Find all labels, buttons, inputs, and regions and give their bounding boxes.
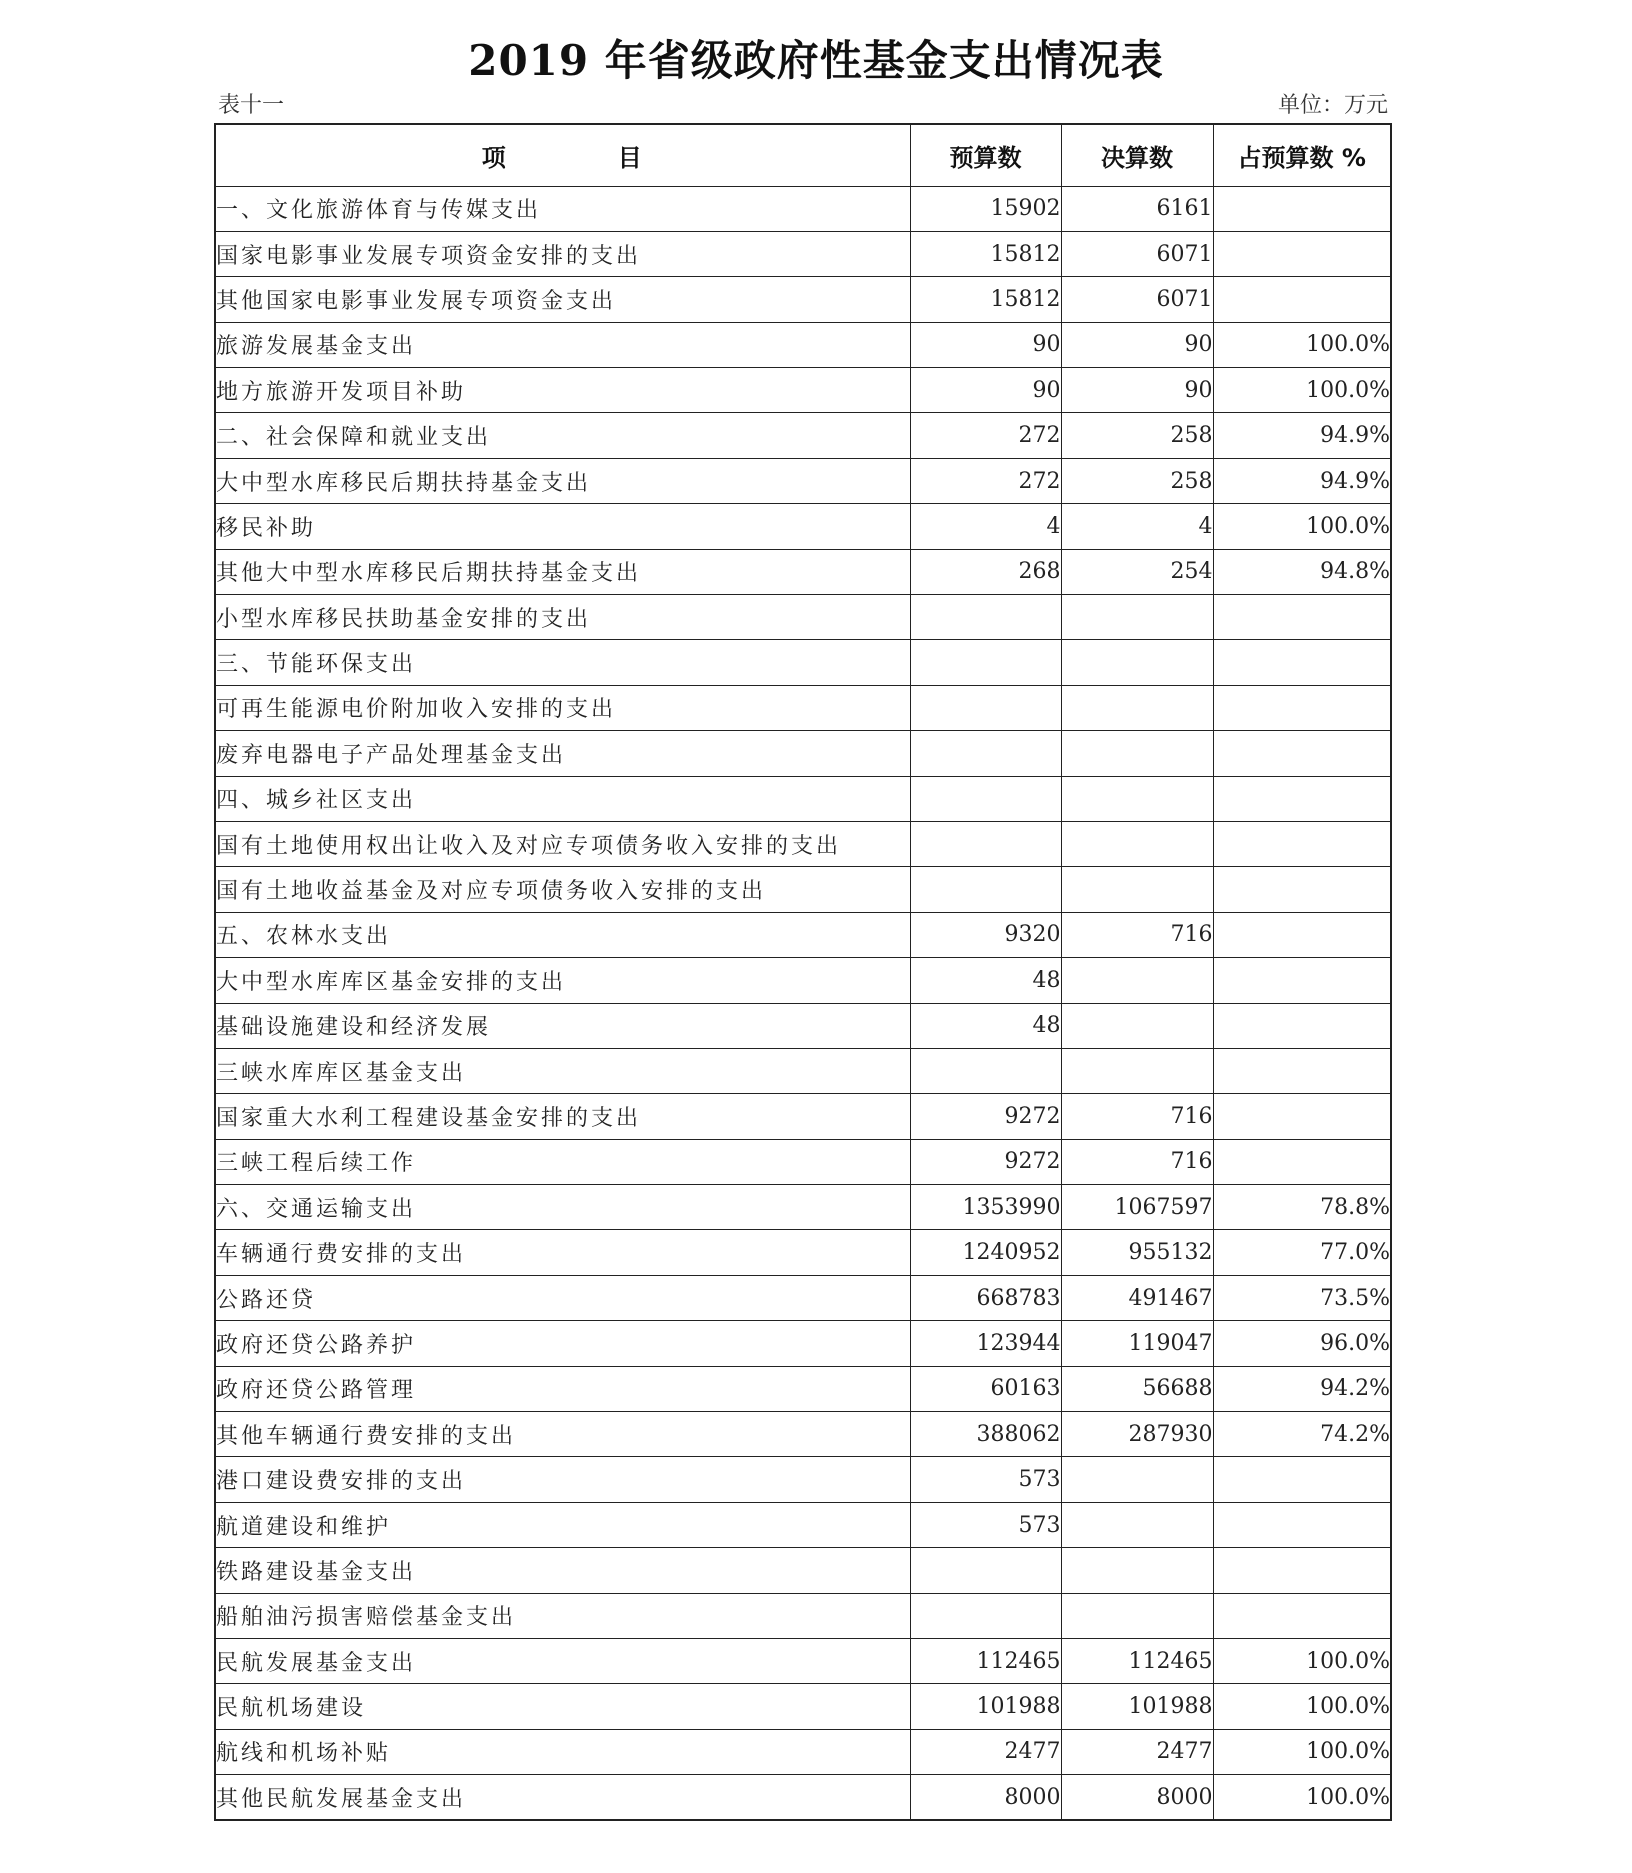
row-percent-value — [1213, 1003, 1391, 1048]
row-percent-value: 77.0% — [1213, 1230, 1391, 1275]
row-percent-value — [1213, 1548, 1391, 1593]
table-row — [215, 958, 1391, 1003]
row-final-value — [1061, 731, 1213, 776]
row-budget-value — [910, 776, 1061, 821]
table-row — [215, 1457, 1391, 1502]
row-final-value: 1067597 — [1061, 1185, 1213, 1230]
row-percent-value — [1213, 1502, 1391, 1547]
table-row — [215, 1548, 1391, 1593]
row-item-name: 国有土地收益基金及对应专项债务收入安排的支出 — [215, 867, 910, 912]
table-row — [215, 1775, 1391, 1820]
row-percent-value: 96.0% — [1213, 1321, 1391, 1366]
row-percent-value — [1213, 912, 1391, 957]
header-item-b: 目 — [617, 143, 644, 172]
table-body — [215, 186, 1391, 1820]
row-percent-value: 100.0% — [1213, 1729, 1391, 1774]
row-item-name: 港口建设费安排的支出 — [215, 1457, 910, 1502]
row-item-name: 其他车辆通行费安排的支出 — [215, 1412, 910, 1457]
table-row — [215, 1048, 1391, 1093]
table-row — [215, 1593, 1391, 1638]
row-percent-value: 74.2% — [1213, 1412, 1391, 1457]
row-final-value — [1061, 867, 1213, 912]
row-final-value: 8000 — [1061, 1775, 1213, 1820]
row-final-value — [1061, 1003, 1213, 1048]
row-percent-value — [1213, 821, 1391, 866]
row-item-name: 船舶油污损害赔偿基金支出 — [215, 1593, 910, 1638]
table-row — [215, 231, 1391, 276]
header-budget: 预算数 — [910, 124, 1061, 186]
row-percent-value — [1213, 186, 1391, 231]
table-row — [215, 1412, 1391, 1457]
row-item-name: 航线和机场补贴 — [215, 1729, 910, 1774]
row-final-value: 119047 — [1061, 1321, 1213, 1366]
row-final-value: 716 — [1061, 1094, 1213, 1139]
row-percent-value — [1213, 1094, 1391, 1139]
row-budget-value — [910, 640, 1061, 685]
table-row — [215, 1275, 1391, 1320]
row-budget-value: 15812 — [910, 277, 1061, 322]
row-percent-value: 100.0% — [1213, 322, 1391, 367]
table-row — [215, 1003, 1391, 1048]
row-item-name: 国家重大水利工程建设基金安排的支出 — [215, 1094, 910, 1139]
row-percent-value: 100.0% — [1213, 504, 1391, 549]
table-row — [215, 1185, 1391, 1230]
row-percent-value — [1213, 776, 1391, 821]
row-item-name: 旅游发展基金支出 — [215, 322, 910, 367]
row-budget-value: 668783 — [910, 1275, 1061, 1320]
table-row — [215, 549, 1391, 594]
header-item-a: 项 — [481, 143, 508, 172]
row-percent-value — [1213, 685, 1391, 730]
row-item-name: 大中型水库库区基金安排的支出 — [215, 958, 910, 1003]
row-item-name: 大中型水库移民后期扶持基金支出 — [215, 458, 910, 503]
row-final-value: 90 — [1061, 322, 1213, 367]
table-row — [215, 186, 1391, 231]
row-budget-value: 15902 — [910, 186, 1061, 231]
row-item-name: 其他国家电影事业发展专项资金支出 — [215, 277, 910, 322]
row-budget-value: 573 — [910, 1502, 1061, 1547]
row-item-name: 四、城乡社区支出 — [215, 776, 910, 821]
row-final-value — [1061, 1548, 1213, 1593]
row-final-value: 6161 — [1061, 186, 1213, 231]
row-percent-value — [1213, 640, 1391, 685]
table-row — [215, 776, 1391, 821]
row-final-value: 4 — [1061, 504, 1213, 549]
row-final-value: 287930 — [1061, 1412, 1213, 1457]
row-final-value: 101988 — [1061, 1684, 1213, 1729]
row-budget-value: 1353990 — [910, 1185, 1061, 1230]
header-pct: 占预算数 % — [1213, 124, 1391, 186]
row-budget-value — [910, 595, 1061, 640]
row-item-name: 三、节能环保支出 — [215, 640, 910, 685]
row-budget-value: 90 — [910, 368, 1061, 413]
row-percent-value — [1213, 1048, 1391, 1093]
row-budget-value: 48 — [910, 958, 1061, 1003]
row-percent-value: 100.0% — [1213, 1684, 1391, 1729]
row-item-name: 移民补助 — [215, 504, 910, 549]
row-final-value — [1061, 776, 1213, 821]
row-item-name: 基础设施建设和经济发展 — [215, 1003, 910, 1048]
row-item-name: 国有土地使用权出让收入及对应专项债务收入安排的支出 — [215, 821, 910, 866]
row-final-value — [1061, 1502, 1213, 1547]
row-budget-value: 272 — [910, 458, 1061, 503]
row-final-value — [1061, 640, 1213, 685]
row-budget-value — [910, 867, 1061, 912]
row-percent-value: 78.8% — [1213, 1185, 1391, 1230]
row-final-value: 6071 — [1061, 231, 1213, 276]
row-final-value — [1061, 821, 1213, 866]
table-row — [215, 504, 1391, 549]
row-budget-value: 9272 — [910, 1094, 1061, 1139]
row-item-name: 三峡工程后续工作 — [215, 1139, 910, 1184]
row-percent-value: 94.9% — [1213, 458, 1391, 503]
table-row — [215, 1321, 1391, 1366]
table-row — [215, 912, 1391, 957]
row-budget-value — [910, 821, 1061, 866]
row-final-value — [1061, 1048, 1213, 1093]
unit-label: 单位：万元 — [1277, 93, 1388, 118]
table-number: 表十一 — [218, 93, 285, 118]
row-item-name: 政府还贷公路管理 — [215, 1366, 910, 1411]
row-budget-value: 112465 — [910, 1639, 1061, 1684]
row-budget-value: 8000 — [910, 1775, 1061, 1820]
table-row — [215, 821, 1391, 866]
row-percent-value — [1213, 1457, 1391, 1502]
table-row — [215, 640, 1391, 685]
row-budget-value: 2477 — [910, 1729, 1061, 1774]
table-row — [215, 1366, 1391, 1411]
row-final-value: 716 — [1061, 1139, 1213, 1184]
row-item-name: 国家电影事业发展专项资金安排的支出 — [215, 231, 910, 276]
row-percent-value — [1213, 731, 1391, 776]
row-final-value — [1061, 685, 1213, 730]
header-item — [215, 124, 910, 186]
row-final-value: 56688 — [1061, 1366, 1213, 1411]
row-item-name: 其他民航发展基金支出 — [215, 1775, 910, 1820]
table-row — [215, 277, 1391, 322]
row-item-name: 民航机场建设 — [215, 1684, 910, 1729]
row-final-value — [1061, 595, 1213, 640]
table-row — [215, 867, 1391, 912]
row-percent-value — [1213, 1139, 1391, 1184]
row-item-name: 可再生能源电价附加收入安排的支出 — [215, 685, 910, 730]
row-percent-value: 100.0% — [1213, 1775, 1391, 1820]
row-percent-value — [1213, 958, 1391, 1003]
row-item-name: 政府还贷公路养护 — [215, 1321, 910, 1366]
page-title: 2019 年省级政府性基金支出情况表 — [468, 36, 1164, 85]
expenditure-table — [214, 123, 1392, 1821]
row-percent-value: 100.0% — [1213, 368, 1391, 413]
table-row — [215, 322, 1391, 367]
row-budget-value: 4 — [910, 504, 1061, 549]
row-final-value: 2477 — [1061, 1729, 1213, 1774]
row-percent-value: 94.8% — [1213, 549, 1391, 594]
row-budget-value: 60163 — [910, 1366, 1061, 1411]
row-final-value — [1061, 1457, 1213, 1502]
row-budget-value: 1240952 — [910, 1230, 1061, 1275]
row-item-name: 五、农林水支出 — [215, 912, 910, 957]
table-row — [215, 368, 1391, 413]
row-final-value: 491467 — [1061, 1275, 1213, 1320]
row-item-name: 废弃电器电子产品处理基金支出 — [215, 731, 910, 776]
row-final-value: 254 — [1061, 549, 1213, 594]
row-budget-value — [910, 1593, 1061, 1638]
table-row — [215, 1230, 1391, 1275]
row-budget-value — [910, 685, 1061, 730]
row-budget-value — [910, 731, 1061, 776]
row-final-value: 716 — [1061, 912, 1213, 957]
row-item-name: 二、社会保障和就业支出 — [215, 413, 910, 458]
row-final-value: 112465 — [1061, 1639, 1213, 1684]
row-final-value — [1061, 1593, 1213, 1638]
row-budget-value: 573 — [910, 1457, 1061, 1502]
row-budget-value — [910, 1048, 1061, 1093]
row-budget-value: 15812 — [910, 231, 1061, 276]
row-budget-value — [910, 1548, 1061, 1593]
table-row — [215, 731, 1391, 776]
row-final-value: 6071 — [1061, 277, 1213, 322]
header-final: 决算数 — [1061, 124, 1213, 186]
row-budget-value: 388062 — [910, 1412, 1061, 1457]
table-row — [215, 458, 1391, 503]
row-item-name: 地方旅游开发项目补助 — [215, 368, 910, 413]
row-final-value: 955132 — [1061, 1230, 1213, 1275]
row-budget-value: 48 — [910, 1003, 1061, 1048]
row-final-value — [1061, 958, 1213, 1003]
row-item-name: 公路还贷 — [215, 1275, 910, 1320]
row-budget-value: 90 — [910, 322, 1061, 367]
table-row — [215, 595, 1391, 640]
header-row — [215, 124, 1391, 186]
row-item-name: 铁路建设基金支出 — [215, 1548, 910, 1593]
table-row — [215, 1502, 1391, 1547]
row-final-value: 90 — [1061, 368, 1213, 413]
table-row — [215, 1684, 1391, 1729]
row-budget-value: 272 — [910, 413, 1061, 458]
table-row — [215, 685, 1391, 730]
table-row — [215, 413, 1391, 458]
row-percent-value — [1213, 867, 1391, 912]
row-item-name: 车辆通行费安排的支出 — [215, 1230, 910, 1275]
row-percent-value — [1213, 1593, 1391, 1638]
row-percent-value — [1213, 231, 1391, 276]
row-item-name: 航道建设和维护 — [215, 1502, 910, 1547]
row-percent-value — [1213, 595, 1391, 640]
row-budget-value: 123944 — [910, 1321, 1061, 1366]
row-percent-value: 73.5% — [1213, 1275, 1391, 1320]
row-budget-value: 101988 — [910, 1684, 1061, 1729]
table-row — [215, 1639, 1391, 1684]
row-budget-value: 268 — [910, 549, 1061, 594]
row-budget-value: 9320 — [910, 912, 1061, 957]
row-item-name: 六、交通运输支出 — [215, 1185, 910, 1230]
row-item-name: 三峡水库库区基金支出 — [215, 1048, 910, 1093]
row-item-name: 一、文化旅游体育与传媒支出 — [215, 186, 910, 231]
row-percent-value: 100.0% — [1213, 1639, 1391, 1684]
row-percent-value — [1213, 277, 1391, 322]
table-row — [215, 1139, 1391, 1184]
row-percent-value: 94.2% — [1213, 1366, 1391, 1411]
row-percent-value: 94.9% — [1213, 413, 1391, 458]
row-item-name: 民航发展基金支出 — [215, 1639, 910, 1684]
row-budget-value: 9272 — [910, 1139, 1061, 1184]
table-row — [215, 1729, 1391, 1774]
row-item-name: 其他大中型水库移民后期扶持基金支出 — [215, 549, 910, 594]
row-final-value: 258 — [1061, 413, 1213, 458]
row-item-name: 小型水库移民扶助基金安排的支出 — [215, 595, 910, 640]
row-final-value: 258 — [1061, 458, 1213, 503]
table-row — [215, 1094, 1391, 1139]
